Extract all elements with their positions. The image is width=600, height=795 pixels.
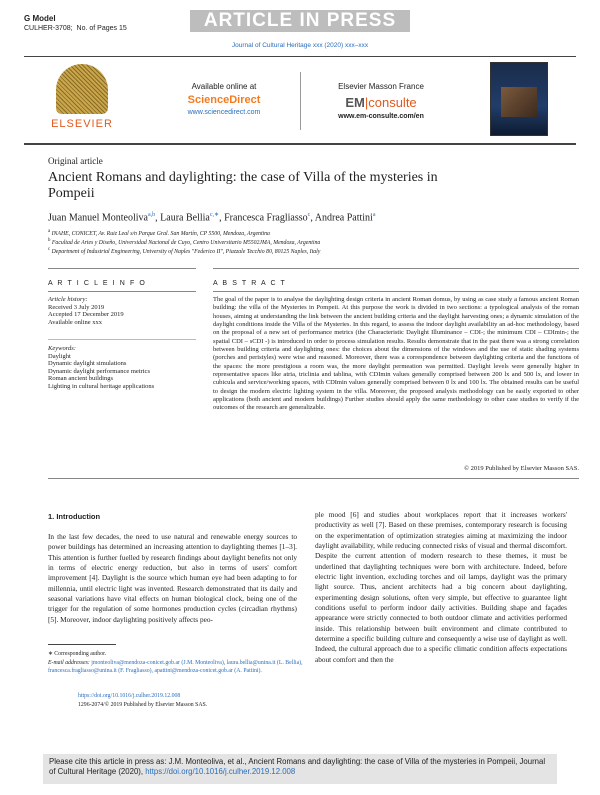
emconsulte-url[interactable]: www.em-consulte.com/en: [338, 113, 424, 120]
affil-c-sup: c: [48, 247, 51, 252]
author-3[interactable]: Francesca Fragliasso: [224, 212, 308, 224]
elsevier-masson-label: Elsevier Masson France: [338, 82, 424, 91]
abstract-rule: [213, 291, 579, 292]
header-rule: [24, 56, 576, 57]
email-addresses[interactable]: jmonteoliva@mendoza-conicet.gob.ar (J.M. Monteoliva), laura.bellia@unina.it (L. Bellia), francesca.fragliasso@unina.it (F. Fragliasso), apattini@mendoza-conicet.gob.ar (A. Pattini).: [48, 659, 303, 675]
article-type: Original article: [48, 156, 103, 166]
article-meta: [24, 14, 127, 33]
intro-left-column: In the last few decades, the need to use natural and renewable energy sources to power buildings has determined an increasing attention to daylighting themes [1–3]. This attention is further fuelled by research findings about daylight benefits not only in terms of electric energy reduction, but also in terms of users' comfort improvement [4]. Daylight is the source which human eye had been adapting to for millennia, until electric light was invented. Research demonstrated that its daily and seasonal variations have vital effects on human biological clock, being one of the trigger for the regulation of some hormones production cycles (circadian rhythms) [5]. Moreover, indoor daylighting positively affects peo-: [48, 532, 297, 624]
footnote-rule: [48, 644, 116, 645]
article-code: CULHER-3708;: [24, 25, 73, 32]
publisher-rule: [24, 143, 576, 145]
keyword: Dynamic daylight simulations: [48, 360, 127, 367]
info-rule: [48, 291, 196, 292]
author-2-sup[interactable]: c,∗: [209, 212, 220, 218]
affil-c-text: Department of Industrial Engineering, University of Naples "Federico II", Piazzale Tecchio 80, 80125 Naples, Italy: [51, 248, 321, 255]
keyword: Roman ancient buildings: [48, 375, 113, 382]
abstract-rule-bottom: [48, 478, 579, 479]
model-label: G Model: [24, 14, 56, 23]
journal-line[interactable]: Journal of Cultural Heritage xxx (2020) xxx–xxx: [231, 42, 369, 49]
keyword: Dynamic daylight performance metrics: [48, 367, 150, 375]
emconsulte-logo[interactable]: EM|consulte: [345, 95, 417, 110]
section-heading-introduction: 1. Introduction: [48, 512, 101, 521]
article-history: [48, 296, 124, 326]
affil-a-text: INAHE, CONICET, Av. Ruiz Leal s/n Parque Gral. San Martín, CP 5500, Mendoza, Argentina: [51, 230, 270, 237]
author-1-sup[interactable]: a,b: [147, 212, 156, 218]
elsevier-logo[interactable]: [46, 62, 118, 132]
emc-rest: consulte: [368, 95, 417, 110]
cover-image: [501, 87, 537, 117]
keywords: [48, 345, 154, 390]
article-info-heading: A R T I C L E I N F O: [48, 280, 147, 287]
available-online-label: Available online at: [191, 82, 257, 91]
publisher-divider: [300, 72, 301, 130]
author-3-sup[interactable]: c: [307, 212, 311, 218]
email-label: E-mail addresses:: [48, 659, 90, 666]
author-4[interactable]: Andrea Pattini: [314, 212, 373, 224]
abstract-rule-top: [213, 268, 579, 269]
affiliation-c: [48, 246, 568, 256]
issn-line: 1296-2074/© 2019 Published by Elsevier Masson SAS.: [78, 702, 208, 708]
corresponding-author: ∗ Corresponding author.: [48, 651, 107, 657]
journal-cover[interactable]: [490, 62, 548, 136]
emconsulte-block: [312, 82, 450, 120]
article-in-press-banner: ARTICLE IN PRESS: [190, 10, 410, 32]
keyword-rule: [48, 339, 196, 340]
citation-box: [43, 754, 557, 784]
keyword: Lighting in cultural heritage applications: [48, 382, 155, 390]
abstract-copyright: © 2019 Published by Elsevier Masson SAS.: [464, 465, 579, 472]
abstract-heading: A B S T R A C T: [213, 280, 287, 287]
sciencedirect-block: [156, 82, 292, 116]
online-date: Available online xxx: [48, 318, 103, 326]
author-4-sup[interactable]: a: [372, 212, 376, 218]
received-date: Received 3 July 2019: [48, 303, 105, 311]
affil-a-sup: a: [48, 229, 51, 234]
author-2[interactable]: Laura Bellia: [160, 212, 210, 224]
citation-doi-link[interactable]: https://doi.org/10.1016/j.culher.2019.12.008: [145, 767, 296, 776]
emc-em: EM: [345, 95, 365, 110]
footnote: [48, 650, 308, 676]
sciencedirect-url[interactable]: www.sciencedirect.com: [187, 109, 261, 116]
affil-b-text: Facultad de Artes y Diseño, Universidad Nacional de Cuyo, Centro Universitario M5502JMA, Mendoza, Argentina: [51, 239, 321, 246]
keyword: Daylight: [48, 352, 71, 360]
elsevier-wordmark: ELSEVIER: [51, 118, 113, 130]
author-1[interactable]: Juan Manuel Monteoliva: [48, 212, 148, 224]
info-rule-top: [48, 268, 196, 269]
intro-right-column: ple mood [6] and studies about workplaces report that it increases workers' productivity as well [7]. Based on these premises, contemporary research is focusing on the experimentation of optimization strategies aiming at maximizing the indoor daylight availability, while reducing connected risks of visual and thermal discomfort. Despite the current attention of modern research to these themes, it must be underlined that daylighting techniques were born with architecture. Indeed, before electric light invention, excluding torches and oil lamps, daylight was the primary light source. Thus, ancient architects had a big concern about daylighting, experimenting design solutions, often very simple, but effective to guarantee light conditions useful to perform indoor daily activities. Building shape and façades appearance were strictly connected to both outdoor climate and activities performed inside. This relationship between built environment and climate contributed to determine a specific building culture and consequently a wise use of daylight as well. Indeed, the cultural approach due to a specific climatic condition affects expectations about comfort and then the: [315, 510, 567, 664]
page-count: No. of Pages 15: [76, 25, 127, 32]
article-title: Ancient Romans and daylighting: the case of Villa of the mysteries in Pompeii: [48, 170, 438, 201]
author-list: Juan Manuel Monteoliva$^{a,b}$, Laura Bellia$^{c,∗}$, Francesca Fragliasso$^c$, Andrea Pattini$^a$: [48, 212, 376, 224]
affil-b-sup: b: [48, 238, 51, 243]
tree-logo-icon: [56, 64, 108, 114]
accepted-date: Accepted 17 December 2019: [48, 311, 124, 318]
history-label: Article history:: [48, 296, 88, 303]
doi-link[interactable]: https://doi.org/10.1016/j.culher.2019.12.008: [78, 693, 181, 699]
sciencedirect-logo[interactable]: ScienceDirect: [187, 94, 261, 106]
abstract-text: The goal of the paper is to analyse the daylighting design criteria in ancient Roman domus, by using as case study a famous ancient Roman building: the villa of the Mysteries in Pompeii. At this purpose the work is divided in two sections: a typological analysis of the roman houses, aiming at understanding the link between the ancient building criteria and the daylight harvesting ones; a dynamic simulation of the daylight conditions inside the Villa of the Mysteries. In this regard, to assess the indoor daylight availability an ad-hoc methodology, based on the proposal of a new set of performance metrics (the Characteristic Daylight Illuminance – CDI-; the minimum CDI – CDImin-; the spatial CDI – sCDI -) is introduced in order to process simulation results. Results demonstrate that in the past there was a strong correlation between building criteria and daylighting ones: the choices about the dimensions of the windows and the use of static shading systems (porches and peristyles) were wise and reasoned. Moreover, there was a correspondence between daylighting criteria and the functions of the spaces: the more prestigious a room was, the more daylight permeation was permitted. Daylight levels were generally higher in representative spaces like atria, triclinia and tablina, with CDImin values generally comprised between 200 lx and 500 lx, and lower in cubicula and service/working spaces, with CDImin values generally comprised between 0 lx and 100 lx. The obtained results can be useful to design the modern electric lighting system in the villa. Moreover, the proposed analysis methodology can be easily exported to other applications (both ancient and modern buildings) Further studies should apply the same methodology to other case studies to verify if the outcomes of the research are generalizable.: [213, 296, 579, 412]
keywords-label: Keywords:: [48, 345, 76, 352]
citation-text: Please cite this article in press as: J.M. Monteoliva, et al., Ancient Romans and daylighting: the case of Villa of the mysteries in Pompeii, Journal of Cultural Heritage (2020),: [49, 757, 546, 776]
